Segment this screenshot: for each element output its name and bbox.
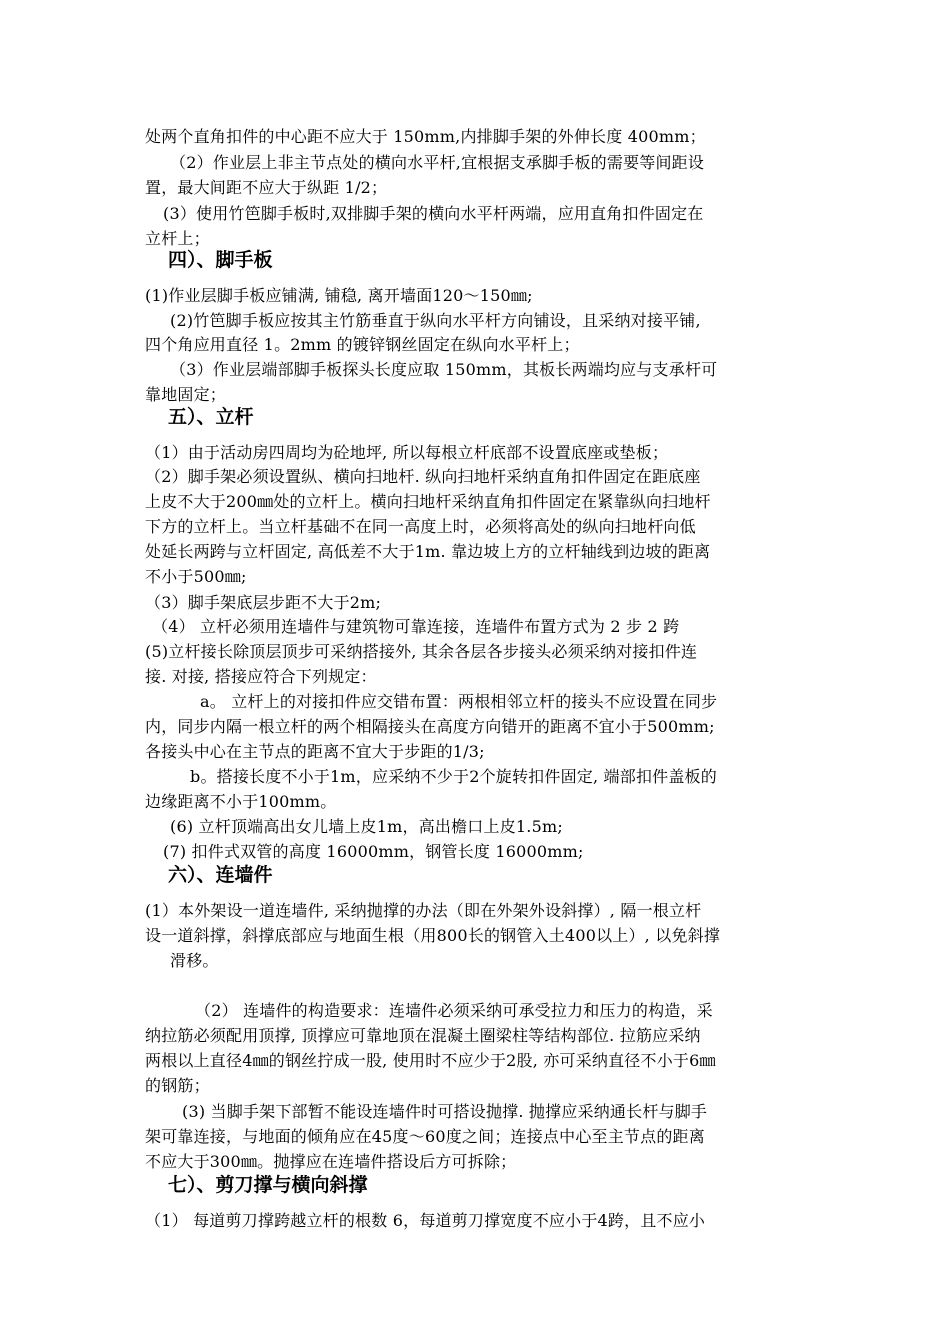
text-line: （1）由于活动房四周均为砼地坪, 所以每根立杆底部不设置底座或垫板； — [145, 443, 669, 462]
text-line: （3）作业层端部脚手板探头长度应取 150mm，其板长两端均应与支承杆可 — [170, 360, 718, 379]
text-line: 边缘距离不小于100mm。 — [145, 792, 337, 811]
text-line: 不应大于300㎜。抛撑应在连墙件搭设后方可拆除； — [145, 1152, 517, 1171]
text-line: (1)作业层脚手板应铺满, 铺稳, 离开墙面120～150㎜; — [145, 286, 533, 305]
text-line: 立杆上； — [145, 229, 210, 248]
text-line: （4） 立杆必须用连墙件与建筑物可靠连接，连墙件布置方式为 2 步 2 跨 — [152, 617, 680, 636]
text-line: 上皮不大于200㎜处的立杆上。横向扫地杆采纳直角扣件固定在紧靠纵向扫地杆 — [145, 492, 711, 511]
text-line: a。 立杆上的对接扣件应交错布置：两根相邻立杆的接头不应设置在同步 — [200, 692, 718, 711]
text-line: (2)竹笆脚手板应按其主竹筋垂直于纵向水平杆方向铺设，且采纳对接平铺, — [170, 311, 701, 330]
text-line: (3）使用竹笆脚手板时,双排脚手架的横向水平杆两端，应用直角扣件固定在 — [163, 204, 704, 223]
text-line: (5)立杆接长除顶层顶步可采纳搭接外, 其余各层各步接头必须采纳对接扣件连 — [145, 642, 698, 661]
text-line: 处延长两跨与立杆固定, 高低差不大于1m. 靠边坡上方的立杆轴线到边坡的距离 — [145, 542, 711, 561]
text-line: 纳拉筋必须配用顶撑, 顶撑应可靠地顶在混凝土圈梁柱等结构部位. 拉筋应采纳 — [145, 1026, 701, 1045]
text-line: 各接头中心在主节点的距离不宜大于步距的1/3; — [145, 742, 485, 761]
text-line: 设一道斜撑，斜撑底部应与地面生根（用800长的钢管入土400以上）, 以免斜撑 — [145, 926, 721, 945]
text-line: (1）本外架设一道连墙件, 采纳抛撑的办法（即在外架外设斜撑）, 隔一根立杆 — [145, 901, 702, 920]
text-line: 四个角应用直径 1。2mm 的镀锌钢丝固定在纵向水平杆上； — [145, 335, 580, 354]
text-line: 两根以上直径4㎜的钢丝拧成一股, 使用时不应少于2股, 亦可采纳直径不小于6㎜ — [145, 1051, 716, 1070]
text-line: （2）脚手架必须设置纵、横向扫地杆. 纵向扫地杆采纳直角扣件固定在距底座 — [145, 467, 701, 486]
text-line: （1） 每道剪刀撑跨越立杆的根数 6，每道剪刀撑宽度不应小于4跨，且不应小 — [145, 1211, 706, 1230]
text-line: 内，同步内隔一根立杆的两个相隔接头在高度方向错开的距离不宜小于500mm; — [145, 717, 715, 736]
text-line: 滑移。 — [170, 951, 219, 970]
text-line: 接. 对接, 搭接应符合下列规定： — [145, 667, 377, 686]
text-line: 置，最大间距不应大于纵距 1/2； — [145, 178, 388, 197]
text-line: 靠地固定； — [145, 385, 227, 404]
section-heading-5: 五）、立杆 — [168, 406, 254, 428]
text-line: (6) 立杆顶端高出女儿墙上皮1m，高出檐口上皮1.5m; — [170, 817, 563, 836]
text-line: 的钢筋； — [145, 1076, 210, 1095]
text-line: 不小于500㎜; — [145, 567, 247, 586]
text-line: (3) 当脚手架下部暂不能设连墙件时可搭设抛撑. 抛撑应采纳通长杆与脚手 — [182, 1102, 708, 1121]
section-heading-7: 七）、剪刀撑与横向斜撑 — [168, 1174, 368, 1196]
text-line: 下方的立杆上。当立杆基础不在同一高度上时，必须将高处的纵向扫地杆向低 — [145, 517, 696, 536]
text-line: （3）脚手架底层步距不大于2m; — [145, 593, 382, 612]
text-line: 架可靠连接，与地面的倾角应在45度～60度之间；连接点中心至主节点的距离 — [145, 1127, 705, 1146]
section-heading-4: 四）、脚手板 — [168, 249, 273, 271]
text-line: （2） 连墙件的构造要求：连墙件必须采纳可承受拉力和压力的构造，采 — [195, 1001, 713, 1020]
section-heading-6: 六）、连墙件 — [168, 864, 273, 886]
text-line: (7) 扣件式双管的高度 16000mm，钢管长度 16000mm; — [163, 842, 584, 861]
text-line: （2）作业层上非主节点处的横向水平杆,宜根据支承脚手板的需要等间距设 — [170, 153, 705, 172]
text-line: 处两个直角扣件的中心距不应大于 150mm,内排脚手架的外伸长度 400mm； — [145, 127, 706, 146]
text-line: b。搭接长度不小于1m，应采纳不少于2个旋转扣件固定, 端部扣件盖板的 — [190, 767, 717, 786]
